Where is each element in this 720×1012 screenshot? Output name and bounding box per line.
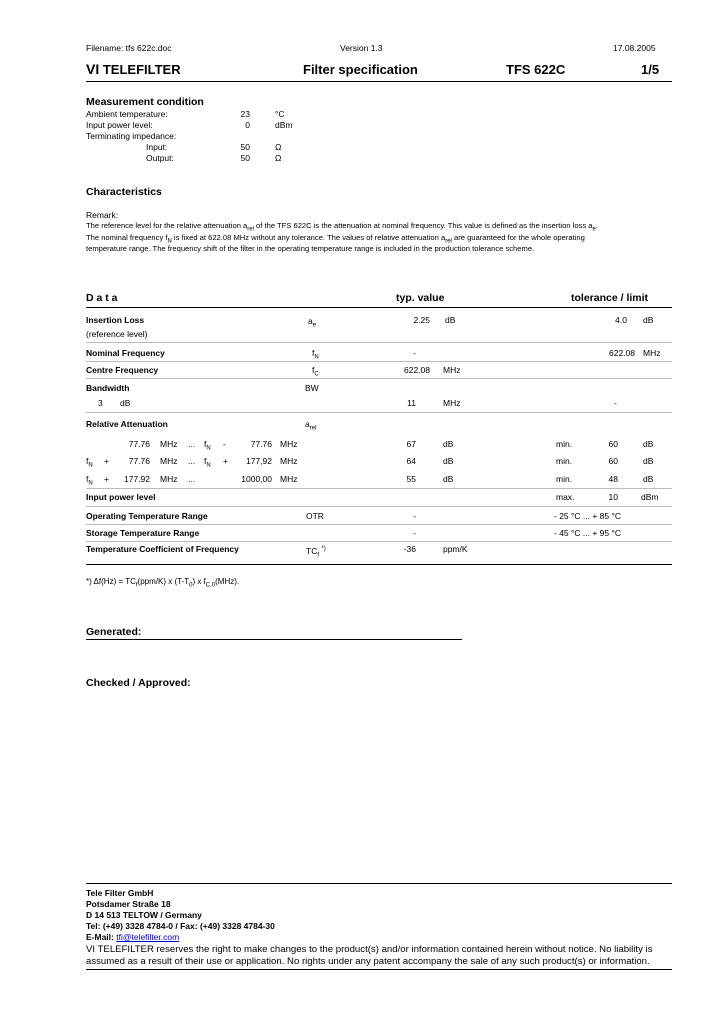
fn-symbol: $f_N$ (204, 439, 211, 452)
tol-value: 48 (608, 474, 618, 484)
row-label: Input power level (86, 492, 156, 502)
characteristics-heading: Characteristics (86, 186, 162, 198)
footer-tel: Tel: (+49) 3328 4784-0 / Fax: (+49) 3328 4784-30 (86, 921, 275, 931)
typ-value: 64 (406, 456, 416, 466)
row-label: Centre Frequency (86, 365, 159, 375)
typ-value: 11 (407, 398, 416, 408)
freq-end: 77.76 (250, 439, 272, 449)
col-tol-header: tolerance / limit (571, 292, 649, 304)
col-data-header: D a t a (86, 292, 118, 304)
limit-type: min. (556, 439, 573, 449)
footer-street: Potsdamer Straße 18 (86, 899, 171, 909)
measure-value: 0 (245, 120, 250, 130)
row-label: Relative Attenuation (86, 419, 168, 429)
tol-unit: dB (643, 456, 654, 466)
typ-value: -36 (403, 544, 416, 554)
tol-value: 60 (608, 439, 618, 449)
tol-value: 60 (608, 456, 618, 466)
footnote: *) $\Delta f(Hz) = TC_f(ppm/K)$ x $(T-T_0)$ x $f_{C,0}(MHz)$. (86, 577, 240, 589)
typ-unit: MHz (443, 365, 461, 375)
row-divider (86, 506, 672, 507)
tol-value: - 45 °C ... + 95 °C (554, 528, 622, 538)
doc-title: Filter specification (303, 62, 418, 77)
col-typ-header: typ. value (396, 292, 445, 304)
row-divider (86, 361, 672, 362)
row-symbol: BW (305, 383, 319, 393)
tol-value: 622.08 (609, 348, 635, 358)
tol-value: - (614, 398, 617, 408)
limit-type: min. (556, 456, 573, 466)
header-divider (86, 81, 672, 82)
measure-label: Output: (146, 153, 174, 163)
row-divider (86, 378, 672, 379)
row-divider (86, 342, 672, 343)
typ-unit: dB (443, 474, 454, 484)
measure-unit: Ω (275, 142, 282, 152)
freq-op: + (104, 474, 109, 484)
tol-value: 10 (608, 492, 618, 502)
row-label: Temperature Coefficient of Frequency (86, 544, 239, 554)
checked-label: Checked / Approved: (86, 677, 191, 689)
row-label: Storage Temperature Range (86, 528, 200, 538)
tol-unit: dB (643, 439, 654, 449)
freq-start: 77.76 (128, 439, 150, 449)
typ-value: 55 (406, 474, 416, 484)
freq-start: 77.76 (128, 456, 150, 466)
remark-line-3: temperature range. The frequency shift of the filter in the operating temperature range is included in the production tolerance scheme. (86, 244, 535, 253)
part-number: TFS 622C (506, 62, 566, 77)
row-symbol: OTR (306, 511, 324, 521)
measure-unit: dBm (275, 120, 293, 130)
tol-value: - 25 °C ... + 85 °C (554, 511, 622, 521)
measure-label: Input: (146, 142, 168, 152)
company-logo (86, 61, 181, 77)
row-symbol: $f_N$ (312, 348, 319, 361)
typ-value: - (413, 511, 416, 521)
row-divider (86, 412, 672, 413)
version-text: Version 1.3 (340, 43, 383, 53)
email-link[interactable]: tfi@telefilter.com (116, 932, 180, 942)
measure-label: Terminating impedance: (86, 131, 177, 141)
fn-symbol: $f_N$ (86, 456, 93, 469)
freq-op: + (104, 456, 109, 466)
typ-unit: dB (443, 439, 454, 449)
tol-unit: dBm (641, 492, 659, 502)
freq-start-unit: MHz (160, 474, 178, 484)
typ-value: 67 (406, 439, 416, 449)
email-label: E-Mail: (86, 932, 117, 942)
typ-unit: dB (445, 315, 456, 325)
typ-unit: MHz (443, 398, 461, 408)
typ-value: 2.25 (413, 315, 430, 325)
freq-op: - (223, 439, 226, 449)
freq-end-unit: MHz (280, 439, 298, 449)
measurement-heading: Measurement condition (86, 96, 204, 108)
tol-unit: dB (643, 474, 654, 484)
row-label: Bandwidth (86, 383, 130, 393)
freq-end-unit: MHz (280, 456, 298, 466)
company-name: TELEFILTER (102, 62, 181, 77)
measure-unit: Ω (275, 153, 282, 163)
tol-unit: dB (643, 315, 654, 325)
bw-sub-value: 3 (98, 398, 103, 408)
disclaimer-line-2: assumed as a result of their use or application. No rights under any patent accompany the sale of any such product(s) or information. (86, 956, 650, 967)
row-symbol: $a_{rel}$ (305, 419, 317, 432)
limit-type: min. (556, 474, 573, 484)
row-label: Operating Temperature Range (86, 511, 208, 521)
bw-sub-unit: dB (120, 398, 131, 408)
generated-label: Generated: (86, 626, 142, 638)
date-text: 17.08.2005 (613, 43, 656, 53)
typ-value: - (413, 528, 416, 538)
tol-unit: MHz (643, 348, 661, 358)
row-label: Nominal Frequency (86, 348, 165, 358)
freq-end-unit: MHz (280, 474, 298, 484)
fn-symbol: $f_N$ (86, 474, 93, 487)
freq-start-unit: MHz (160, 456, 178, 466)
range-dots: ... (188, 456, 196, 466)
footer-city: D 14 513 TELTOW / Germany (86, 910, 202, 920)
range-dots: ... (188, 474, 196, 484)
row-symbol: $TC_f$ *) (306, 546, 326, 559)
measure-label: Input power level: (86, 120, 153, 130)
row-sublabel: (reference level) (86, 329, 148, 339)
remark-line-1: The reference level for the relative attenuation $a_{rel}$ of the TFS 622C is the attenuation at nominal frequency. This value is defined as the insertion loss $a_e$. (86, 221, 598, 233)
freq-op: + (223, 456, 228, 466)
remark-label: Remark: (86, 210, 119, 220)
footer-bottom-divider (86, 969, 672, 970)
measure-value: 50 (240, 153, 250, 163)
vi-logo: VI (86, 61, 100, 77)
row-symbol: $f_C$ (312, 365, 319, 378)
typ-unit: dB (443, 456, 454, 466)
row-symbol: $a_e$ (308, 316, 317, 329)
table-header-divider (86, 307, 672, 308)
row-label: Insertion Loss (86, 315, 145, 325)
freq-end: 1000,00 (241, 474, 272, 484)
range-dots: ... (188, 439, 196, 449)
remark-line-2: The nominal frequency $f_N$ is fixed at 622.08 MHz without any tolerance. The values of relative attenuation $a_{rel}$ are guaranteed for the whole operating (86, 233, 585, 245)
limit-type: max. (556, 492, 575, 502)
row-divider (86, 541, 672, 542)
row-divider (86, 488, 672, 489)
fn-symbol: $f_N$ (204, 456, 211, 469)
footer-email-line (86, 932, 179, 942)
tol-value: 4.0 (615, 315, 627, 325)
disclaimer-line-1: VI TELEFILTER reserves the right to make changes to the product(s) and/or information contained herein without notice. No liability is (86, 944, 653, 955)
footer-divider (86, 883, 672, 884)
typ-unit: ppm/K (443, 544, 468, 554)
measure-unit: °C (275, 109, 285, 119)
freq-end: 177,92 (246, 456, 272, 466)
measure-value: 23 (240, 109, 250, 119)
table-bottom-divider (86, 564, 672, 565)
generated-signature-line (86, 639, 462, 640)
filename-text: Filename: tfs 622c.doc (86, 43, 172, 53)
row-divider (86, 524, 672, 525)
page-number: 1/5 (641, 62, 660, 77)
footer-company: Tele Filter GmbH (86, 888, 154, 898)
measure-label: Ambient temperature: (86, 109, 168, 119)
measure-value: 50 (240, 142, 250, 152)
freq-start: 177.92 (124, 474, 150, 484)
typ-value: 622.08 (404, 365, 430, 375)
typ-value: - (413, 348, 416, 358)
freq-start-unit: MHz (160, 439, 178, 449)
